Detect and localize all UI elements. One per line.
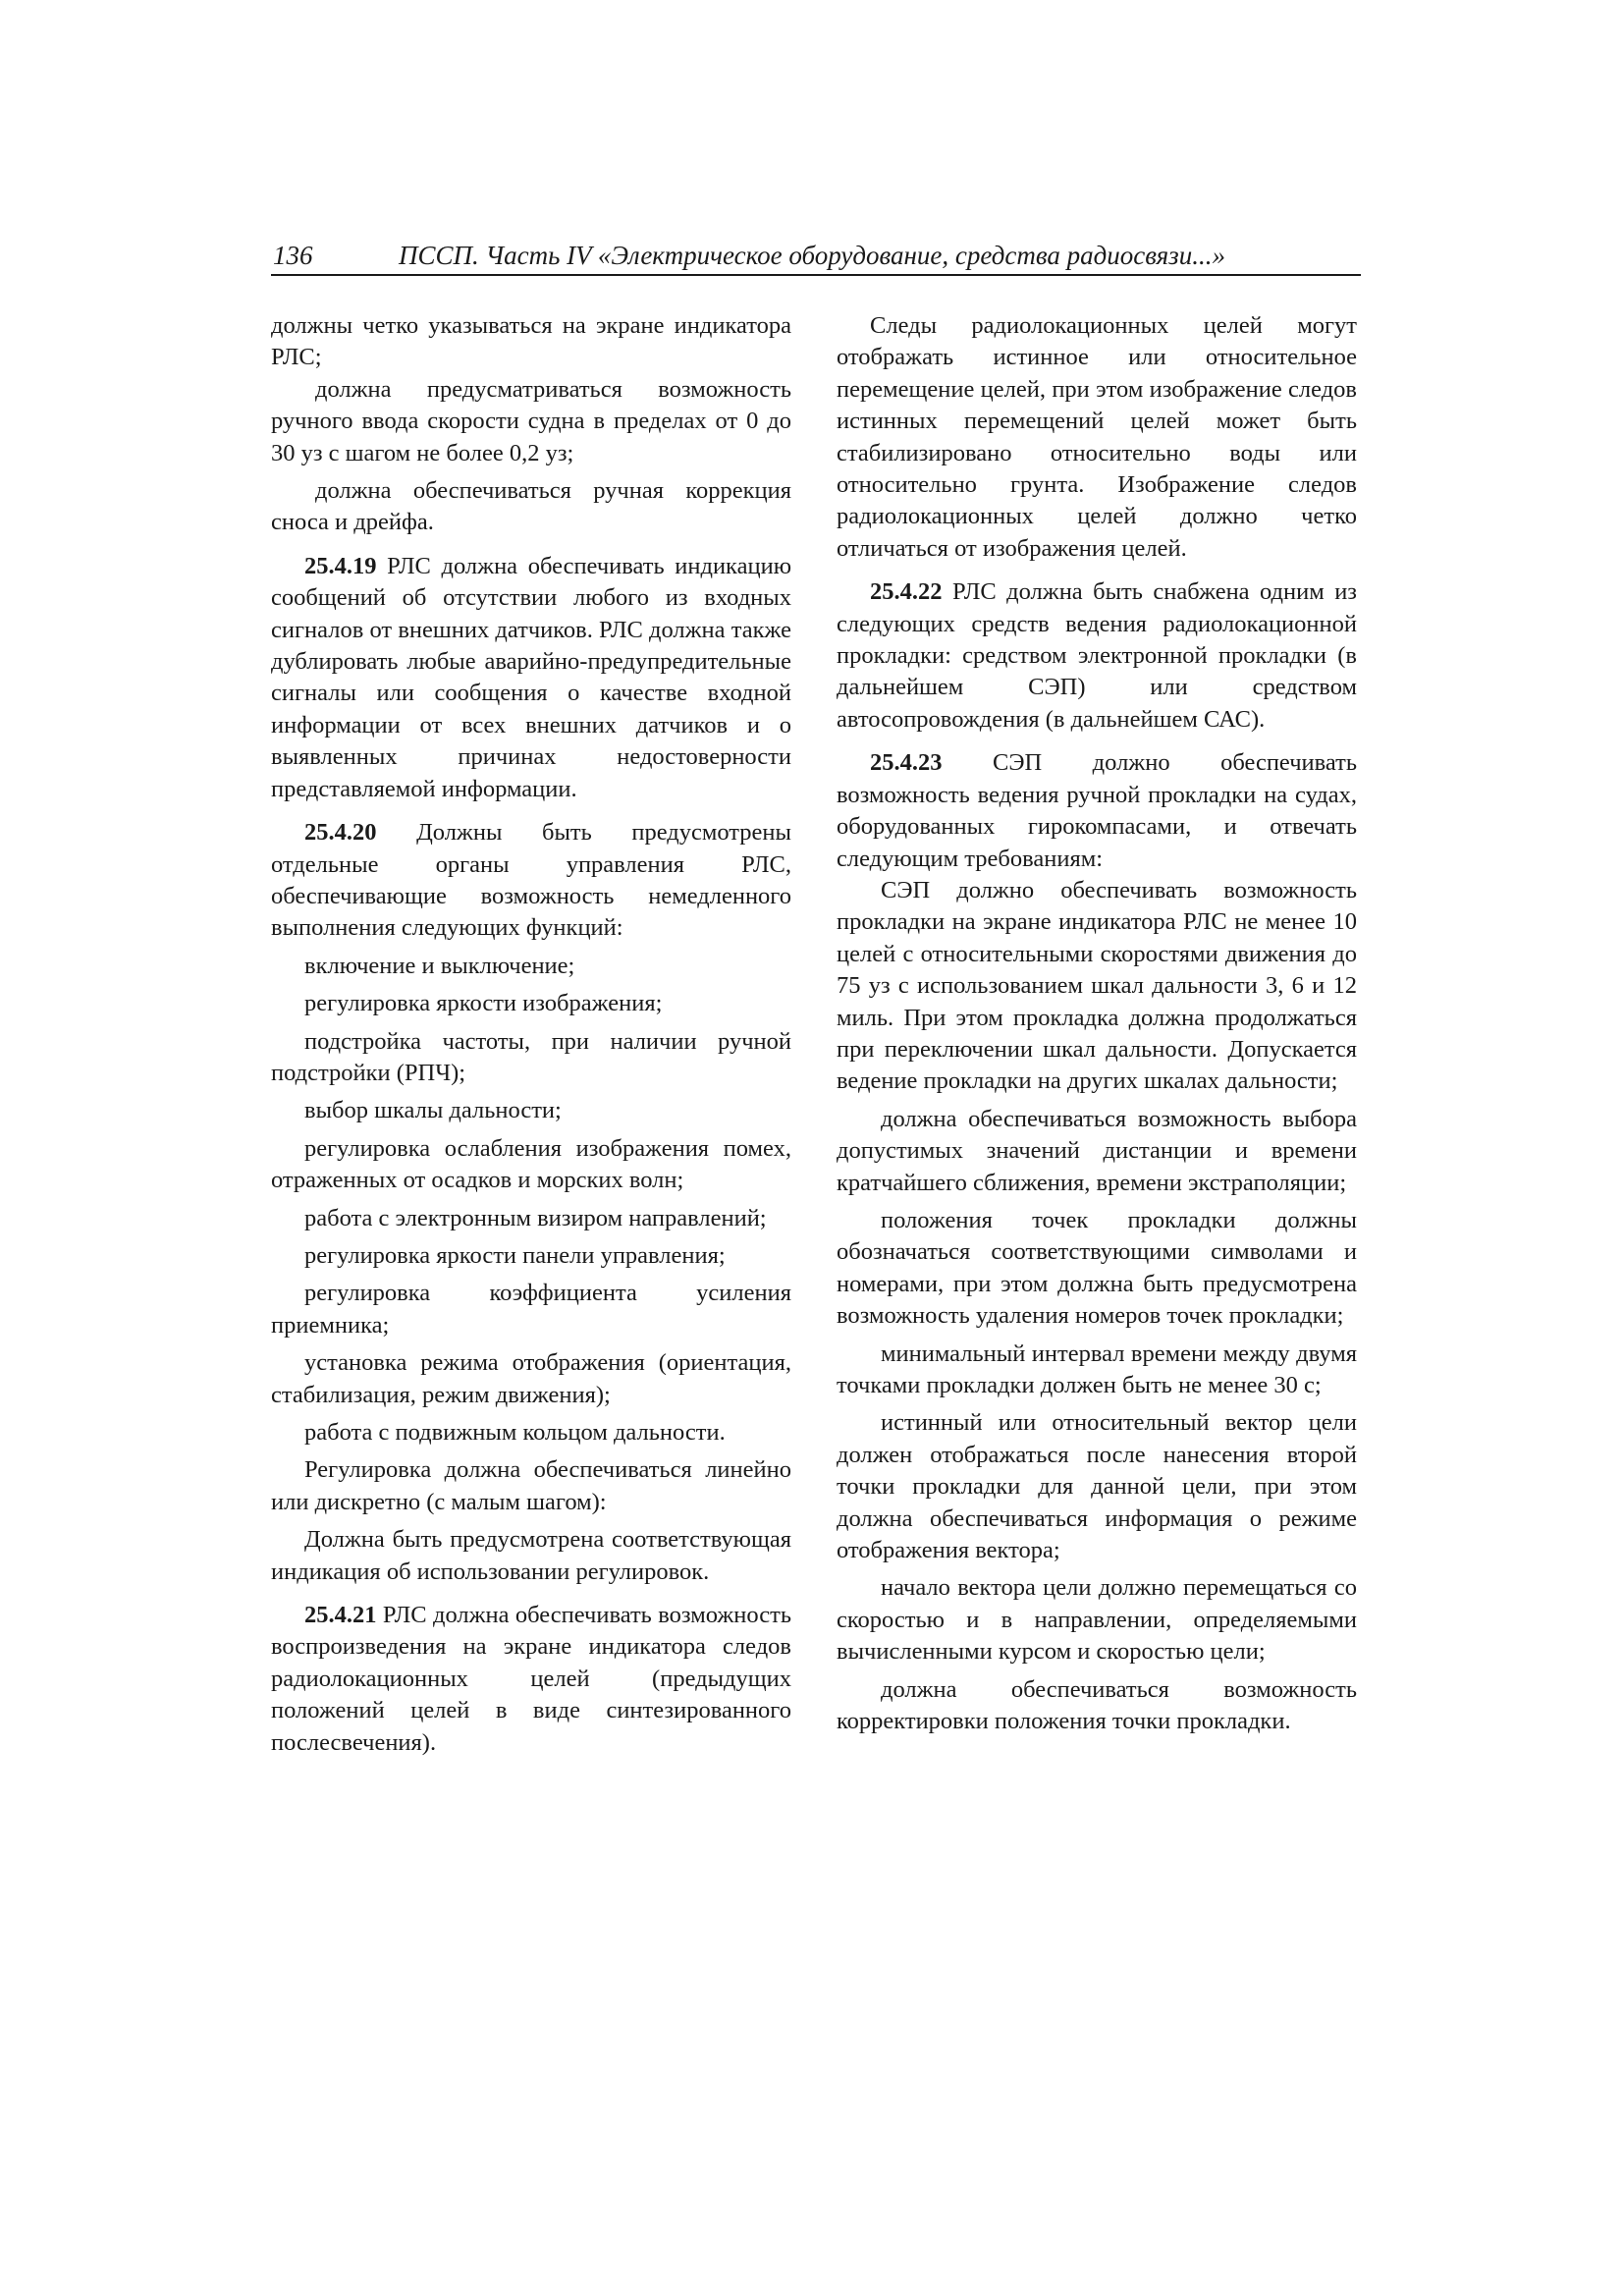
paragraph: Должна быть предусмотрена соответствующая индикация об использовании регулировок. [271,1526,791,1585]
section-number: 25.4.21 [304,1602,377,1629]
running-title: ПССП. Часть IV «Электрическое оборудование, средства радиосвязи...» [399,241,1225,270]
list-item: СЭП должно обеспечивать возможность прокладки на экране индикатора РЛС не менее 10 целей с относительными скоростями движения до 75 уз с использованием шкал дальности 3, 6 и 12 миль. При этом прокладка должна продолжаться при переключении шкал дальности. Допускается ведение прокладки на других шкалах дальности; [837,876,1357,1095]
list-item: должна обеспечиваться возможность корректировки положения точки прокладки. [837,1675,1357,1735]
list-item: должна обеспечиваться возможность выбора допустимых значений дистанции и времени кратчайшего сближения, времени экстраполяции; [837,1105,1357,1196]
section-25-4-22 [837,576,1357,736]
page-number: 136 [273,241,313,270]
section-25-4-23 [837,747,1357,875]
list-item: регулировка яркости изображения; [304,990,663,1017]
list-item: регулировка ослабления изображения помех, отраженных от осадков и морских волн; [271,1134,791,1194]
list-item: включение и выключение; [304,952,575,979]
list-item: регулировка яркости панели управления; [304,1241,726,1269]
list-item: истинный или относительный вектор цели должен отображаться после нанесения второй точки прокладки для данной цели, при этом должна обеспечиваться информация о режиме отображения вектора; [837,1409,1357,1564]
list-item: начало вектора цели должно перемещаться со скоростью и в направлении, определяемыми вычисленными курсом и скоростью цели; [837,1574,1357,1666]
list-item: установка режима отображения (ориентация, стабилизация, режим движения); [271,1349,791,1408]
section-number: 25.4.22 [870,578,943,606]
list-item: выбор шкалы дальности; [304,1097,562,1124]
list-item: работа с подвижным кольцом дальности. [304,1419,726,1446]
section-number: 25.4.23 [870,749,943,777]
section-25-4-20 [271,817,791,945]
running-header [271,239,1361,276]
list-item: должна предусматриваться возможность ручного ввода скорости судна в пределах от 0 до 30 уз с шагом не более 0,2 уз; [271,375,791,466]
section-25-4-19 [271,551,791,805]
left-column [271,310,791,1759]
paragraph: должны четко указываться на экране индикатора РЛС; [271,312,791,371]
list-item: подстройка частоты, при наличии ручной подстройки (РПЧ); [271,1027,791,1086]
section-text: РЛС должна быть снабжена одним из следующих средств ведения радиолокационной прокладки: средством электронной прокладки (в дальнейшем СЭП) или средством автосопровождения (в дальнейшем САС). [837,578,1357,733]
paragraph: Регулировка должна обеспечиваться линейно или дискретно (с малым шагом): [271,1456,791,1515]
section-text: РЛС должна обеспечивать индикацию сообщений об отсутствии любого из входных сигналов от внешних датчиков. РЛС должна также дублировать любые аварийно-предупредительные сигналы или сообщения о качестве входной информации от всех внешних датчиков и о выявленных причинах недостоверности представляемой информации. [271,552,791,802]
list-item: работа с электронным визиром направлений; [304,1204,767,1231]
section-text: СЭП должно обеспечивать возможность ведения ручной прокладки на судах, оборудованных гирокомпасами, и отвечать следующим требованиям: [837,749,1357,872]
list-item: должна обеспечиваться ручная коррекция сноса и дрейфа. [271,477,791,536]
section-number: 25.4.19 [304,552,377,579]
list-item: минимальный интервал времени между двумя точками прокладки должен быть не менее 30 с; [837,1339,1357,1398]
section-text: РЛС должна обеспечивать возможность воспроизведения на экране индикатора следов радиолокационных целей (предыдущих положений целей в виде синтезированного послесвечения). [271,1602,791,1756]
section-25-4-21 [271,1600,791,1759]
section-number: 25.4.20 [304,819,377,847]
list-item: положения точек прокладки должны обозначаться соответствующими символами и номерами, при этом должна быть предусмотрена возможность удаления номеров точек прокладки; [837,1206,1357,1330]
paragraph: Следы радиолокационных целей могут отображать истинное или относительное перемещение целей, при этом изображение следов истинных перемещений целей может быть стабилизировано относительно воды или относительно грунта. Изображение следов радиолокационных целей должно четко отличаться от изображения целей. [837,312,1357,562]
right-column [837,310,1357,1737]
section-text: Должны быть предусмотрены отдельные органы управления РЛС, обеспечивающие возможность немедленного выполнения следующих функций: [271,819,791,942]
list-item: регулировка коэффициента усиления приемника; [271,1280,791,1339]
